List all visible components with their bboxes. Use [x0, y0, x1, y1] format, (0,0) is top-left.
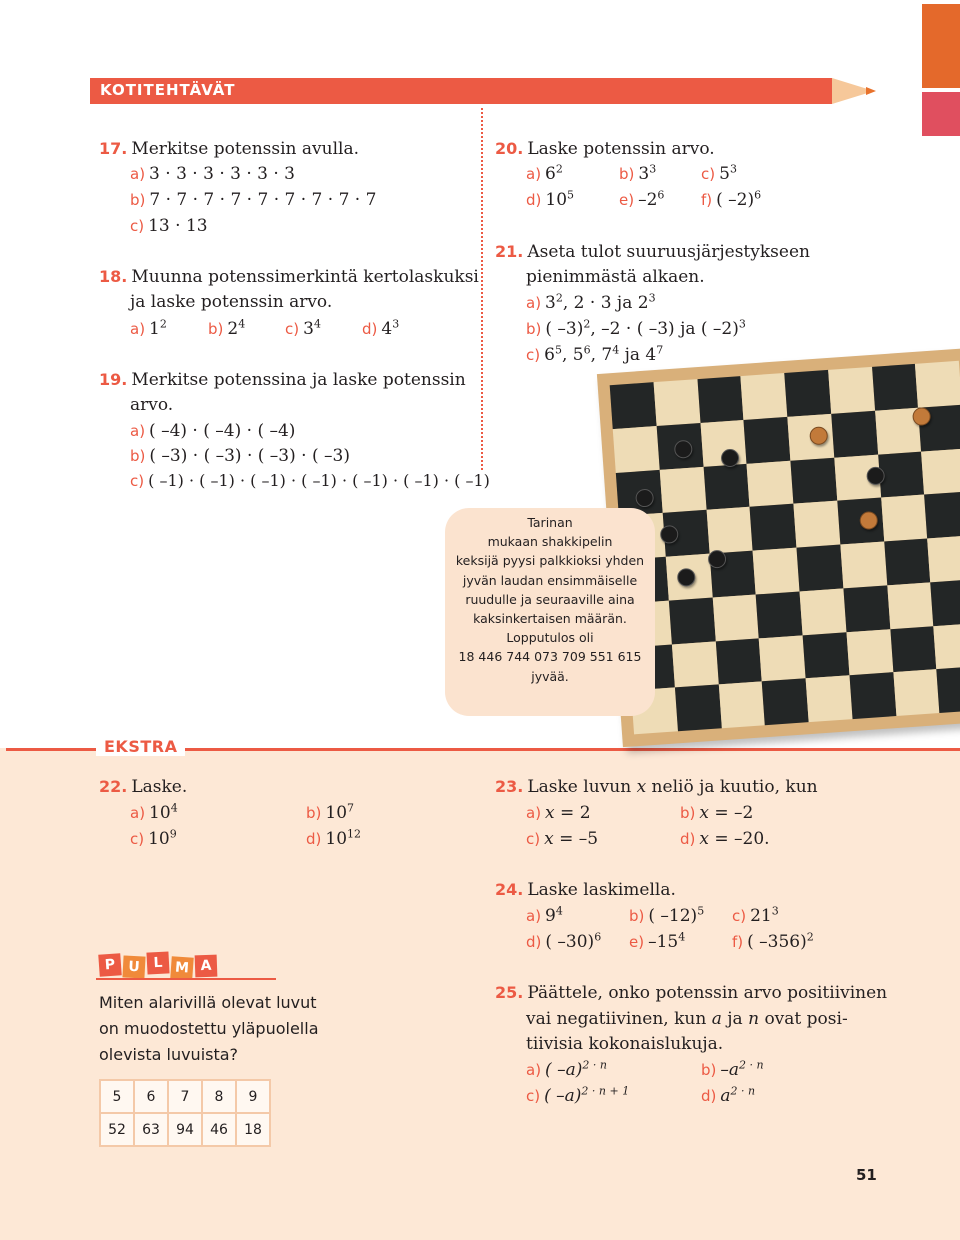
- chessboard-square: [887, 582, 934, 629]
- exercise-20-b: b) $3^3$: [619, 162, 657, 184]
- chessboard-grid: [610, 361, 960, 735]
- chessboard-square: [796, 545, 843, 592]
- chessboard-square: [872, 364, 919, 411]
- exercise-22-a: a) $10^4$: [130, 801, 178, 823]
- chessboard-square: [890, 626, 937, 673]
- pulma-cell: 5: [100, 1080, 134, 1113]
- exercise-19-b: b) ( –3) · ( –3) · ( –3) · ( –3): [130, 446, 350, 466]
- chessboard-square: [715, 638, 762, 685]
- exercise-18-b: b) $2^4$: [208, 317, 246, 339]
- chessboard-square: [803, 632, 850, 679]
- exercise-21-title-line2: pienimmästä alkaen.: [526, 267, 705, 287]
- chessboard-square: [790, 457, 837, 504]
- exercise-19-title-line2: arvo.: [130, 395, 174, 415]
- pulma-letter-u: U: [122, 955, 145, 978]
- exercise-25-line3: tiivisia kokonaislukuja.: [526, 1034, 724, 1054]
- pulma-table: [99, 1079, 271, 1147]
- chessboard-square: [610, 382, 657, 429]
- exercise-18-title-line2: ja laske potenssin arvo.: [130, 292, 333, 312]
- chessboard-square: [933, 623, 960, 670]
- exercise-25-title: 25. Päättele, onko potenssin arvo positiivinen: [495, 983, 888, 1003]
- chessboard-square: [747, 460, 794, 507]
- chessboard-square: [831, 411, 878, 458]
- exercise-25-a: a) ( –a)$^{2 \cdot n}$: [526, 1058, 607, 1080]
- exercise-18-a: a) $1^2$: [130, 317, 167, 339]
- story-text: Tarinan mukaan shakkipelin keksijä pyysi palkkioksi yhden jyvän laudan ensimmäiselle ruudulle ja seuraaville aina kaksinkertaisen määrän. Lopputulos oli 18 446 744 073 709 551 615 jyvää.: [455, 515, 645, 684]
- section-title: KOTITEHTÄVÄT: [100, 81, 236, 99]
- chessboard-square: [881, 495, 928, 542]
- chessboard-square: [744, 417, 791, 464]
- chessboard-square: [669, 597, 716, 644]
- exercise-24-d: d) ( –30)$^6$: [526, 930, 602, 952]
- chessboard-square: [703, 463, 750, 510]
- pulma-letter-l: L: [146, 951, 169, 974]
- exercise-19-c: c) ( –1) · ( –1) · ( –1) · ( –1) · ( –1) · ( –1) · ( –1): [130, 471, 490, 490]
- exercise-23-d: d) x = –20.: [680, 829, 770, 849]
- chessboard-square: [937, 666, 960, 713]
- exercise-23-title: 23. Laske luvun x neliö ja kuutio, kun: [495, 777, 818, 797]
- chessboard-square: [800, 588, 847, 635]
- chessboard-square: [846, 629, 893, 676]
- pulma-cell: 6: [134, 1080, 168, 1113]
- chessboard-square: [753, 548, 800, 595]
- chessboard-square: [706, 507, 753, 554]
- chessboard-square: [924, 492, 960, 539]
- pulma-letter-a: A: [195, 955, 218, 978]
- edge-tab-orange: [922, 4, 960, 88]
- exercise-22-c: c) $10^9$: [130, 827, 177, 849]
- pulma-cell: 18: [236, 1113, 270, 1146]
- chessboard-square: [930, 579, 960, 626]
- exercise-24-a: a) $9^4$: [526, 904, 563, 926]
- chessboard-square: [843, 585, 890, 632]
- chessboard-square: [762, 679, 809, 726]
- pulma-divider: [96, 978, 276, 980]
- exercise-20-c: c) $5^3$: [701, 162, 737, 184]
- chessboard-square: [840, 541, 887, 588]
- exercise-24-c: c) $21^3$: [732, 904, 779, 926]
- exercise-23-b: b) x = –2: [680, 803, 754, 823]
- exercise-24-e: e) $-15^4$: [629, 930, 686, 952]
- chessboard-square: [741, 373, 788, 420]
- chessboard-square: [712, 594, 759, 641]
- chessboard-square: [659, 466, 706, 513]
- pulma-cell: 8: [202, 1080, 236, 1113]
- exercise-21-title: 21. Aseta tulot suuruusjärjestykseen: [495, 242, 810, 262]
- chessboard-square: [613, 426, 660, 473]
- column-divider: [481, 108, 483, 470]
- pulma-question: Miten alarivillä olevat luvut on muodostettu yläpuolella olevista luvuista?: [99, 993, 319, 1064]
- exercise-23-a: a) x = 2: [526, 803, 591, 823]
- pulma-cell: 52: [100, 1113, 134, 1146]
- exercise-18-c: c) $3^4$: [285, 317, 321, 339]
- exercise-18-title: 18. Muunna potenssimerkintä kertolaskuksi: [99, 267, 479, 287]
- exercise-20-d: d) $10^5$: [526, 188, 575, 210]
- exercise-24-b: b) ( –12)$^5$: [629, 904, 705, 926]
- pencil-lead-icon: [866, 87, 876, 95]
- exercise-25-line2: vai negatiivinen, kun a ja n ovat posi-: [526, 1009, 848, 1029]
- chessboard-square: [672, 641, 719, 688]
- exercise-22-title: 22. Laske.: [99, 777, 188, 797]
- exercise-22-b: b) $10^7$: [306, 801, 355, 823]
- pulma-top-row: [100, 1080, 270, 1113]
- pulma-bottom-row: [100, 1113, 270, 1146]
- exercise-22-d: d) $10^{12}$: [306, 827, 362, 849]
- chessboard-square: [927, 535, 960, 582]
- exercise-17-c: c) 13 · 13: [130, 216, 208, 236]
- exercise-17-a: a) 3 · 3 · 3 · 3 · 3 · 3: [130, 164, 295, 184]
- exercise-19-title: 19. Merkitse potenssina ja laske potenssin: [99, 370, 466, 390]
- exercise-21-a: a) $3^2$, 2 · 3 ja $2^3$: [526, 291, 656, 313]
- chessboard-square: [653, 379, 700, 426]
- exercise-21-b: b) ( –3)$^2$, –2 · ( –3) ja ( –2)$^3$: [526, 317, 746, 339]
- chessboard-square: [884, 538, 931, 585]
- exercise-20-a: a) $6^2$: [526, 162, 563, 184]
- exercise-24-title: 24. Laske laskimella.: [495, 880, 676, 900]
- chessboard-square: [849, 672, 896, 719]
- chessboard-square: [784, 370, 831, 417]
- exercise-21-c: c) $6^5$, $5^6$, $7^4$ ja $4^7$: [526, 343, 664, 365]
- exercise-17-title: 17. Merkitse potenssin avulla.: [99, 139, 359, 159]
- pulma-cell: 46: [202, 1113, 236, 1146]
- pulma-cell: 9: [236, 1080, 270, 1113]
- chessboard-square: [756, 591, 803, 638]
- chessboard-square: [718, 682, 765, 729]
- chessboard-square: [793, 501, 840, 548]
- pulma-letter-m: M: [170, 956, 193, 979]
- chessboard-square: [806, 675, 853, 722]
- pulma-cell: 63: [134, 1113, 168, 1146]
- ekstra-label: EKSTRA: [96, 737, 185, 756]
- exercise-20-f: f) ( –2)$^6$: [701, 188, 762, 210]
- exercise-25-d: d) $a^{2 \cdot n}$: [701, 1084, 756, 1106]
- page-number: 51: [856, 1166, 877, 1184]
- pulma-cell: 94: [168, 1113, 202, 1146]
- chessboard-square: [697, 376, 744, 423]
- chessboard-square: [915, 361, 960, 408]
- chessboard-square: [893, 669, 940, 716]
- exercise-20-e: e) $-2^6$: [619, 188, 665, 210]
- exercise-19-a: a) ( –4) · ( –4) · ( –4): [130, 421, 296, 441]
- exercise-18-d: d) $4^3$: [362, 317, 400, 339]
- chessboard-square: [759, 635, 806, 682]
- chessboard-square: [828, 367, 875, 414]
- pulma-cell: 7: [168, 1080, 202, 1113]
- chessboard-square: [750, 504, 797, 551]
- edge-tab-red: [922, 92, 960, 136]
- chessboard-square: [921, 448, 960, 495]
- chessboard-square: [675, 685, 722, 732]
- exercise-25-c: c) ( –a)$^{2 \cdot n + 1}$: [526, 1084, 630, 1106]
- exercise-20-title: 20. Laske potenssin arvo.: [495, 139, 715, 159]
- exercise-24-f: f) ( –356)$^2$: [732, 930, 814, 952]
- pulma-letter-p: P: [98, 953, 121, 976]
- exercise-25-b: b) $-a^{2 \cdot n}$: [701, 1058, 764, 1080]
- exercise-23-c: c) x = –5: [526, 829, 599, 849]
- exercise-17-b: b) 7 · 7 · 7 · 7 · 7 · 7 · 7 · 7 · 7: [130, 190, 377, 210]
